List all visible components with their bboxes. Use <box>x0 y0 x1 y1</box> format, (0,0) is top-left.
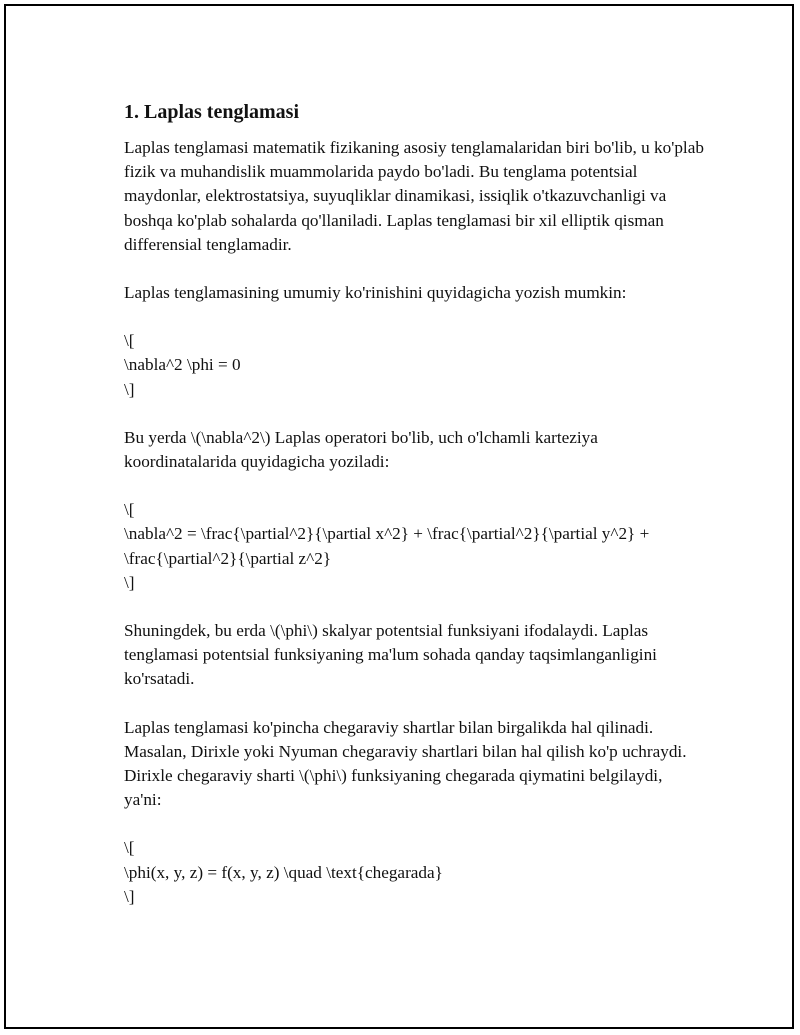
equation-dirichlet <box>124 836 704 909</box>
equation-open-delimiter: \[ <box>124 500 135 520</box>
paragraph-general-form: Laplas tenglamasining umumiy ko'rinishini quyidagicha yozish mumkin: <box>124 283 627 303</box>
equation-open-delimiter: \[ <box>124 838 135 858</box>
paragraph-intro: Laplas tenglamasi matematik fizikaning asosiy tenglamalaridan biri bo'lib, u ko'plab fizik va muhandislik muammolarida paydo bo'ladi. Bu tenglama potentsial maydonlar, elektrostatsiya, suyuqliklar dinamikasi, issiqlik o'tkazuvchanligi va boshqa ko'plab sohalarda qo'llaniladi. Laplas tenglamasi bir xil elliptik qisman differensial tenglamadir. <box>124 138 704 254</box>
equation-close-delimiter: \] <box>124 572 135 592</box>
paragraph-potential: Shuningdek, bu erda \(\phi\) skalyar potentsial funksiyani ifodalaydi. Laplas tenglamasi potentsial funksiyaning ma'lum sohada qanday taqsimlanganligini ko'rsatadi. <box>124 621 657 689</box>
paragraph-boundary-conditions: Laplas tenglamasi ko'pincha chegaraviy shartlar bilan birgalikda hal qilinadi. Masalan, Dirixle yoki Nyuman chegaraviy shartlari bilan hal qilish ko'p uchraydi. Dirixle chegaraviy sharti \(\phi\) funksiyaning chegarada qiymatini belgilaydi, ya'ni: <box>124 717 687 810</box>
document-body <box>124 99 704 933</box>
equation-line: \phi(x, y, z) = f(x, y, z) \quad \text{chegarada} <box>124 862 443 882</box>
equation-close-delimiter: \] <box>124 886 135 906</box>
equation-close-delimiter: \] <box>124 379 135 399</box>
page-frame <box>4 4 794 1029</box>
section-title: 1. Laplas tenglamasi <box>124 101 300 123</box>
equation-open-delimiter: \[ <box>124 331 135 351</box>
equation-line: \nabla^2 \phi = 0 <box>124 355 241 375</box>
equation-laplacian-cartesian <box>124 498 704 595</box>
equation-laplace <box>124 329 704 402</box>
paragraph-operator: Bu yerda \(\nabla^2\) Laplas operatori bo'lib, uch o'lchamli karteziya koordinatalarida quyidagicha yoziladi: <box>124 427 598 472</box>
equation-line: \frac{\partial^2}{\partial z^2} <box>124 548 332 568</box>
equation-line: \nabla^2 = \frac{\partial^2}{\partial x^2} + \frac{\partial^2}{\partial y^2} + <box>124 524 650 544</box>
